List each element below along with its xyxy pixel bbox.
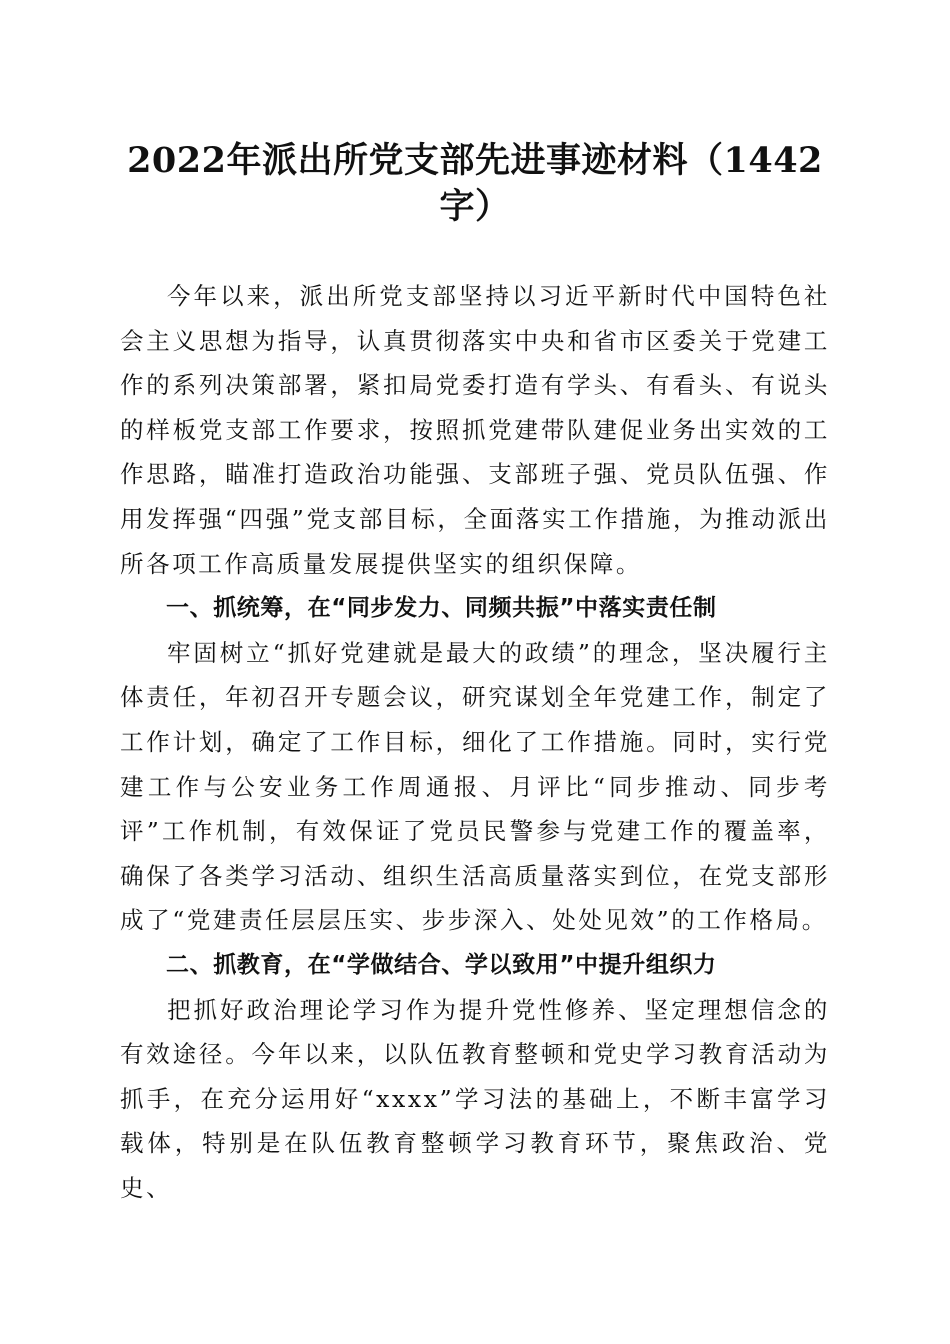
document-title: 2022年派出所党支部先进事迹材料（1442字）	[127, 140, 823, 227]
section-heading-1: 一、抓统筹，在“同步发力、同频共振”中落实责任制	[166, 595, 717, 622]
intro-paragraph: 今年以来，派出所党支部坚持以习近平新时代中国特色社会主义思想为指导，认真贯彻落实中央和省市区委关于党建工作的系列决策部署，紧扣局党委打造有学头、有看头、有说头的样板党支部工作要求，按照抓党建带队建促业务出实效的工作思路，瞄准打造政治功能强、支部班子强、党员队伍强、作用发挥强“四强”党支部目标，全面落实工作措施，为推动派出所各项工作高质量发展提供坚实的组织保障。	[120, 282, 830, 578]
section-2-paragraph: 把抓好政治理论学习作为提升党性修养、坚定理想信念的有效途径。今年以来，以队伍教育整顿和党史学习教育活动为抓手，在充分运用好“xxxx”学习法的基础上，不断丰富学习载体，特别是在队伍教育整顿学习教育环节，聚焦政治、党史、	[120, 995, 830, 1202]
section-heading-2: 二、抓教育，在“学做结合、学以致用”中提升组织力	[166, 951, 717, 978]
section-1-paragraph: 牢固树立“抓好党建就是最大的政绩”的理念，坚决履行主体责任，年初召开专题会议，研究谋划全年党建工作，制定了工作计划，确定了工作目标，细化了工作措施。同时，实行党建工作与公安业务工作周通报、月评比“同步推动、同步考评”工作机制，有效保证了党员民警参与党建工作的覆盖率，确保了各类学习活动、组织生活高质量落实到位，在党支部形成了“党建责任层层压实、步步深入、处处见效”的工作格局。	[120, 638, 830, 935]
document-body	[120, 274, 830, 1210]
